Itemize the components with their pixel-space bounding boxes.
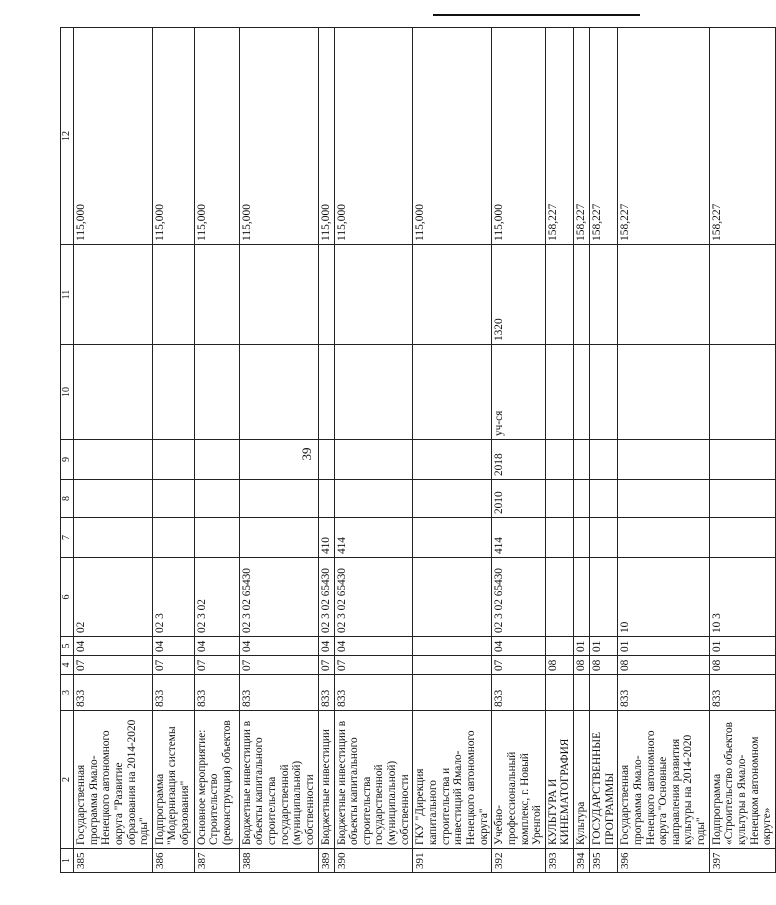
cell-col-2: Подпрограмма «Строительство объектов культуры в Ямало-Ненецком автономном округе» bbox=[709, 711, 775, 849]
cell-col-12: 158,227 bbox=[709, 28, 775, 245]
cell-col-11 bbox=[194, 245, 239, 345]
cell-col-4: 08 bbox=[709, 656, 775, 675]
cell-col-12: 115,000 bbox=[413, 28, 492, 245]
cell-col-1: 386 bbox=[152, 849, 194, 873]
cell-col-5: 04 bbox=[334, 637, 413, 656]
cell-col-4: 08 bbox=[545, 656, 573, 675]
cell-col-12: 158,227 bbox=[545, 28, 573, 245]
page-number: 39 bbox=[299, 447, 314, 461]
cell-col-3: 833 bbox=[492, 675, 546, 711]
cell-col-8 bbox=[239, 480, 318, 518]
cell-col-6 bbox=[545, 558, 573, 637]
header-row bbox=[61, 28, 74, 873]
cell-col-8 bbox=[194, 480, 239, 518]
cell-col-8 bbox=[318, 480, 334, 518]
cell-col-11 bbox=[574, 245, 590, 345]
cell-col-4: 07 bbox=[318, 656, 334, 675]
cell-col-7: 414 bbox=[492, 518, 546, 558]
table-row bbox=[492, 28, 546, 873]
table-row bbox=[574, 28, 590, 873]
cell-col-8 bbox=[574, 480, 590, 518]
cell-col-10 bbox=[152, 345, 194, 440]
cell-col-2: Культура bbox=[574, 711, 590, 849]
cell-col-8 bbox=[618, 480, 709, 518]
cell-col-10 bbox=[589, 345, 617, 440]
header-cell: 2 bbox=[61, 711, 74, 849]
cell-col-9 bbox=[334, 440, 413, 480]
cell-col-10: уч-ся bbox=[492, 345, 546, 440]
cell-col-1: 397 bbox=[709, 849, 775, 873]
cell-col-11 bbox=[413, 245, 492, 345]
cell-col-7 bbox=[709, 518, 775, 558]
cell-col-9 bbox=[239, 440, 318, 480]
cell-col-10 bbox=[194, 345, 239, 440]
cell-col-11 bbox=[318, 245, 334, 345]
cell-col-5: 04 bbox=[152, 637, 194, 656]
cell-col-10 bbox=[618, 345, 709, 440]
cell-col-6: 02 3 bbox=[152, 558, 194, 637]
cell-col-11 bbox=[709, 245, 775, 345]
cell-col-1: 394 bbox=[574, 849, 590, 873]
cell-col-2: КУЛЬТУРА И КИНЕМАТОГРАФИЯ bbox=[545, 711, 573, 849]
cell-col-5: 04 bbox=[74, 637, 153, 656]
cell-col-4: 07 bbox=[74, 656, 153, 675]
cell-col-3: 833 bbox=[334, 675, 413, 711]
cell-col-10 bbox=[545, 345, 573, 440]
cell-col-6: 02 3 02 65430 bbox=[492, 558, 546, 637]
cell-col-7 bbox=[74, 518, 153, 558]
budget-table bbox=[60, 27, 776, 873]
cell-col-12: 115,000 bbox=[152, 28, 194, 245]
cell-col-4: 07 bbox=[152, 656, 194, 675]
cell-col-7: 410 bbox=[318, 518, 334, 558]
cell-col-4: 08 bbox=[574, 656, 590, 675]
cell-col-2: Государственная программа Ямало-Ненецкого автономного округа "Развитие образования на 2014-2020 годы" bbox=[74, 711, 153, 849]
cell-col-12: 115,000 bbox=[334, 28, 413, 245]
cell-col-5 bbox=[413, 637, 492, 656]
table-row bbox=[545, 28, 573, 873]
cell-col-8 bbox=[74, 480, 153, 518]
cell-col-2: Бюджетные инвестиции в объекты капитального строительства государственной (муниципальной) собственности bbox=[239, 711, 318, 849]
cell-col-9 bbox=[574, 440, 590, 480]
cell-col-3 bbox=[589, 675, 617, 711]
cell-col-7 bbox=[618, 518, 709, 558]
cell-col-7 bbox=[239, 518, 318, 558]
cell-col-4: 08 bbox=[618, 656, 709, 675]
cell-col-3: 833 bbox=[194, 675, 239, 711]
cell-col-9 bbox=[74, 440, 153, 480]
cell-col-9 bbox=[545, 440, 573, 480]
cell-col-12: 158,227 bbox=[618, 28, 709, 245]
table-row bbox=[194, 28, 239, 873]
cell-col-3: 833 bbox=[239, 675, 318, 711]
header-cell: 9 bbox=[61, 440, 74, 480]
table-row bbox=[74, 28, 153, 873]
cell-col-1: 385 bbox=[74, 849, 153, 873]
header-cell: 8 bbox=[61, 480, 74, 518]
header-cell: 7 bbox=[61, 518, 74, 558]
cell-col-6: 10 3 bbox=[709, 558, 775, 637]
cell-col-12: 115,000 bbox=[74, 28, 153, 245]
cell-col-5: 04 bbox=[318, 637, 334, 656]
cell-col-10 bbox=[413, 345, 492, 440]
cell-col-2: ГКУ "Дирекция капитального строительства и инвестиций Ямало-Ненецкого автономного округа" bbox=[413, 711, 492, 849]
cell-col-11 bbox=[589, 245, 617, 345]
cell-col-11 bbox=[545, 245, 573, 345]
cell-col-4: 07 bbox=[239, 656, 318, 675]
cell-col-5: 01 bbox=[589, 637, 617, 656]
table-row bbox=[618, 28, 709, 873]
cell-col-8 bbox=[152, 480, 194, 518]
header-cell: 3 bbox=[61, 675, 74, 711]
cell-col-1: 395 bbox=[589, 849, 617, 873]
cell-col-7: 414 bbox=[334, 518, 413, 558]
cell-col-10 bbox=[239, 345, 318, 440]
cell-col-2: Государственная программа Ямало-Ненецкого автономного округа "Основные направления развития культуры на 2014-2020 годы" bbox=[618, 711, 709, 849]
cell-col-5 bbox=[545, 637, 573, 656]
table-row bbox=[334, 28, 413, 873]
cell-col-4 bbox=[413, 656, 492, 675]
table-row bbox=[152, 28, 194, 873]
cell-col-11 bbox=[334, 245, 413, 345]
cell-col-7 bbox=[194, 518, 239, 558]
cell-col-3: 833 bbox=[74, 675, 153, 711]
cell-col-5: 01 bbox=[618, 637, 709, 656]
cell-col-8 bbox=[334, 480, 413, 518]
cell-col-11: 1320 bbox=[492, 245, 546, 345]
cell-col-8 bbox=[709, 480, 775, 518]
header-rule bbox=[433, 14, 640, 16]
cell-col-6: 02 3 02 65430 bbox=[239, 558, 318, 637]
header-cell: 5 bbox=[61, 637, 74, 656]
cell-col-12: 158,227 bbox=[589, 28, 617, 245]
cell-col-7 bbox=[589, 518, 617, 558]
cell-col-10 bbox=[74, 345, 153, 440]
cell-col-12: 115,000 bbox=[318, 28, 334, 245]
cell-col-12: 115,000 bbox=[239, 28, 318, 245]
cell-col-5: 04 bbox=[239, 637, 318, 656]
header-cell: 4 bbox=[61, 656, 74, 675]
cell-col-9 bbox=[709, 440, 775, 480]
table-row bbox=[239, 28, 318, 873]
cell-col-4: 07 bbox=[492, 656, 546, 675]
header-cell: 1 bbox=[61, 849, 74, 873]
table-row bbox=[413, 28, 492, 873]
cell-col-3: 833 bbox=[318, 675, 334, 711]
rotated-table-container bbox=[60, 28, 774, 873]
cell-col-6 bbox=[413, 558, 492, 637]
cell-col-6 bbox=[589, 558, 617, 637]
header-cell: 6 bbox=[61, 558, 74, 637]
cell-col-3: 833 bbox=[618, 675, 709, 711]
cell-col-4: 07 bbox=[194, 656, 239, 675]
cell-col-6: 02 3 02 65430 bbox=[318, 558, 334, 637]
cell-col-3 bbox=[413, 675, 492, 711]
cell-col-10 bbox=[574, 345, 590, 440]
cell-col-12: 115,000 bbox=[194, 28, 239, 245]
cell-col-1: 387 bbox=[194, 849, 239, 873]
cell-col-9 bbox=[318, 440, 334, 480]
cell-col-11 bbox=[152, 245, 194, 345]
cell-col-1: 392 bbox=[492, 849, 546, 873]
cell-col-2: ГОСУДАРСТВЕННЫЕ ПРОГРАММЫ bbox=[589, 711, 617, 849]
cell-col-3: 833 bbox=[152, 675, 194, 711]
cell-col-6: 10 bbox=[618, 558, 709, 637]
header-cell: 11 bbox=[61, 245, 74, 345]
header-cell: 12 bbox=[61, 28, 74, 245]
cell-col-1: 389 bbox=[318, 849, 334, 873]
cell-col-8 bbox=[589, 480, 617, 518]
cell-col-7 bbox=[413, 518, 492, 558]
cell-col-7 bbox=[574, 518, 590, 558]
cell-col-9: 2018 bbox=[492, 440, 546, 480]
cell-col-11 bbox=[74, 245, 153, 345]
cell-col-9 bbox=[618, 440, 709, 480]
cell-col-11 bbox=[618, 245, 709, 345]
cell-col-6 bbox=[574, 558, 590, 637]
cell-col-5: 01 bbox=[709, 637, 775, 656]
cell-col-9 bbox=[194, 440, 239, 480]
cell-col-10 bbox=[318, 345, 334, 440]
cell-col-2: Основное мероприятие: Строительство (реконструкция) объектов bbox=[194, 711, 239, 849]
cell-col-4: 07 bbox=[334, 656, 413, 675]
cell-col-12: 158,227 bbox=[574, 28, 590, 245]
cell-col-6: 02 bbox=[74, 558, 153, 637]
cell-col-1: 390 bbox=[334, 849, 413, 873]
cell-col-9 bbox=[152, 440, 194, 480]
cell-col-2: Подпрограмма "Модернизация системы образования" bbox=[152, 711, 194, 849]
table-row bbox=[709, 28, 775, 873]
cell-col-3: 833 bbox=[709, 675, 775, 711]
cell-col-1: 393 bbox=[545, 849, 573, 873]
table-row bbox=[318, 28, 334, 873]
cell-col-9 bbox=[589, 440, 617, 480]
cell-col-3 bbox=[574, 675, 590, 711]
cell-col-10 bbox=[334, 345, 413, 440]
cell-col-10 bbox=[709, 345, 775, 440]
cell-col-9 bbox=[413, 440, 492, 480]
cell-col-11 bbox=[239, 245, 318, 345]
cell-col-2: Бюджетные инвестиции bbox=[318, 711, 334, 849]
cell-col-7 bbox=[152, 518, 194, 558]
cell-col-1: 396 bbox=[618, 849, 709, 873]
cell-col-7 bbox=[545, 518, 573, 558]
cell-col-1: 391 bbox=[413, 849, 492, 873]
cell-col-8 bbox=[545, 480, 573, 518]
cell-col-8 bbox=[413, 480, 492, 518]
cell-col-2: Бюджетные инвестиции в объекты капитального строительства государственной (муниципальной) собственности bbox=[334, 711, 413, 849]
cell-col-8: 2010 bbox=[492, 480, 546, 518]
cell-col-5: 01 bbox=[574, 637, 590, 656]
cell-col-6: 02 3 02 65430 bbox=[334, 558, 413, 637]
cell-col-6: 02 3 02 bbox=[194, 558, 239, 637]
cell-col-2: Учебно-профессиональный комплекс, г. Новый Уренгой bbox=[492, 711, 546, 849]
cell-col-5: 04 bbox=[492, 637, 546, 656]
header-cell: 10 bbox=[61, 345, 74, 440]
cell-col-5: 04 bbox=[194, 637, 239, 656]
cell-col-4: 08 bbox=[589, 656, 617, 675]
table-row bbox=[589, 28, 617, 873]
cell-col-1: 388 bbox=[239, 849, 318, 873]
cell-col-12: 115,000 bbox=[492, 28, 546, 245]
cell-col-3 bbox=[545, 675, 573, 711]
